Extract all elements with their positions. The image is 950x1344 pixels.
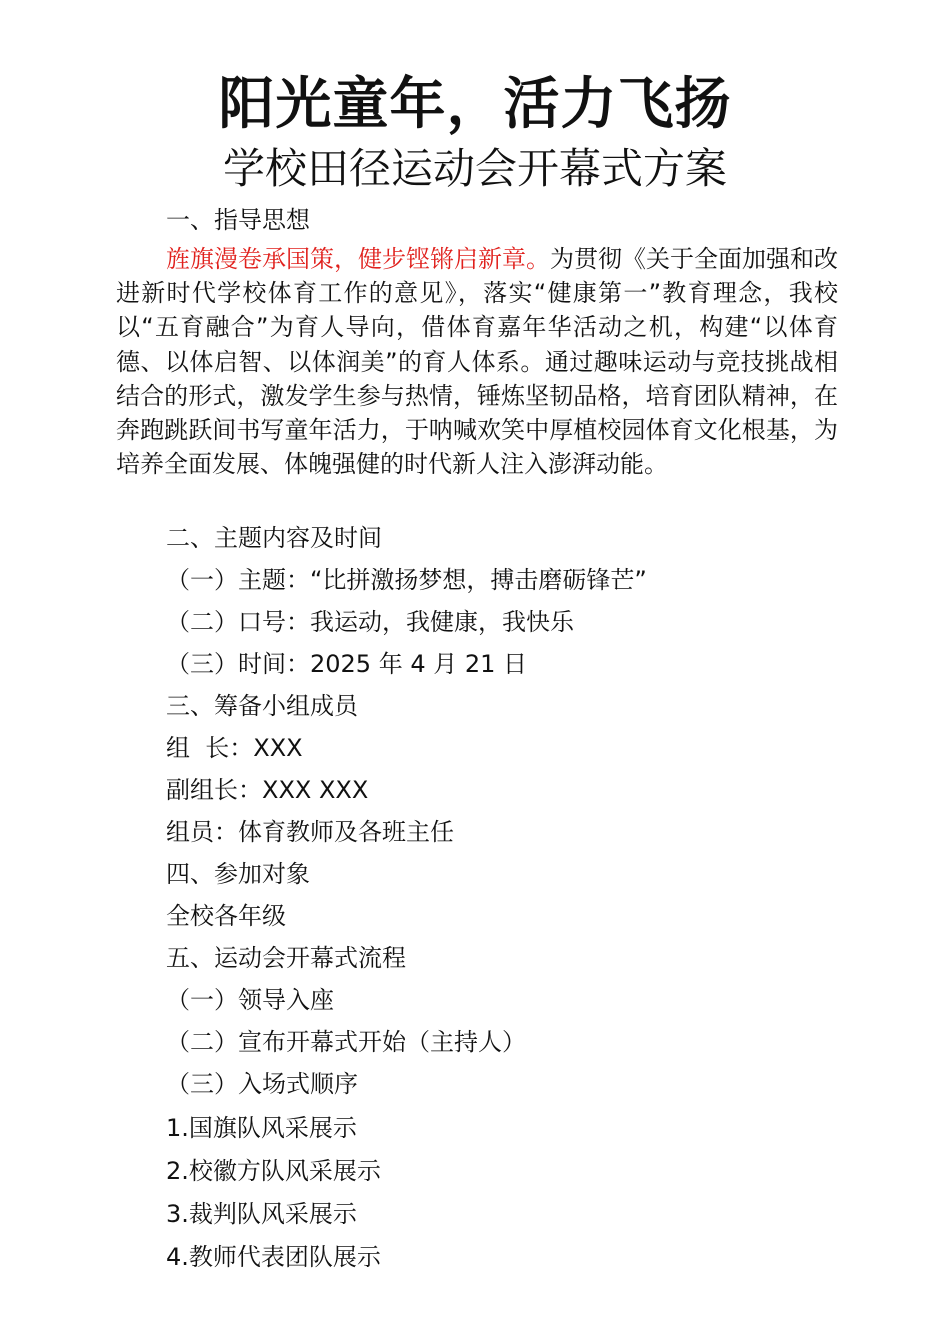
- document-subtitle: 学校田径运动会开幕式方案: [222, 144, 727, 193]
- section-heading-theme-time: 二、主题内容及时间: [166, 524, 382, 552]
- list-item: （二）宣布开幕式开始（主持人）: [166, 1028, 526, 1056]
- section-heading-participants: 四、参加对象: [166, 860, 310, 888]
- participants-line: 全校各年级: [166, 902, 286, 930]
- list-item: 3.裁判队风采展示: [166, 1200, 357, 1228]
- section-heading-guiding-ideology: 一、指导思想: [166, 206, 310, 234]
- list-item: （一）领导入座: [166, 986, 334, 1014]
- document-title: 阳光童年，活力飞扬: [218, 72, 732, 137]
- leader-line: 组 长：XXX: [166, 734, 303, 762]
- list-item: （三）入场式顺序: [166, 1070, 358, 1098]
- highlight-text: 旌旗漫卷承国策，健步铿锵启新章。: [166, 245, 550, 273]
- slogan-line: （二）口号：我运动，我健康，我快乐: [166, 608, 574, 636]
- list-item: 4.教师代表团队展示: [166, 1243, 381, 1271]
- paragraph-text: 为贯彻《关于全面加强和改进新时代学校体育工作的意见》，落实“健康第一”教育理念，我校以“五育融合”为育人导向，借体育嘉年华活动之机，构建“以体育德、以体启智、以体润美”的育人体系。通过趣味运动与竞技挑战相结合的形式，激发学生参与热情，锤炼坚韧品格，培育团队精神，在奔跑跳跃间书写童年活力，于呐喊欢笑中厚植校园体育文化根基，为培养全面发展、体魄强健的时代新人注入澎湃动能。: [116, 245, 838, 479]
- section-heading-opening-flow: 五、运动会开幕式流程: [166, 944, 406, 972]
- list-item: 1.国旗队风采展示: [166, 1114, 357, 1142]
- section-heading-committee: 三、筹备小组成员: [166, 692, 358, 720]
- members-line: 组员：体育教师及各班主任: [166, 818, 454, 846]
- guiding-ideology-paragraph: [116, 242, 838, 481]
- time-line: （三）时间：2025 年 4 月 21 日: [166, 650, 528, 678]
- theme-line: （一）主题：“比拼激扬梦想，搏击磨砺锋芒”: [166, 566, 647, 594]
- deputy-line: 副组长：XXX XXX: [166, 776, 369, 804]
- list-item: 2.校徽方队风采展示: [166, 1157, 381, 1185]
